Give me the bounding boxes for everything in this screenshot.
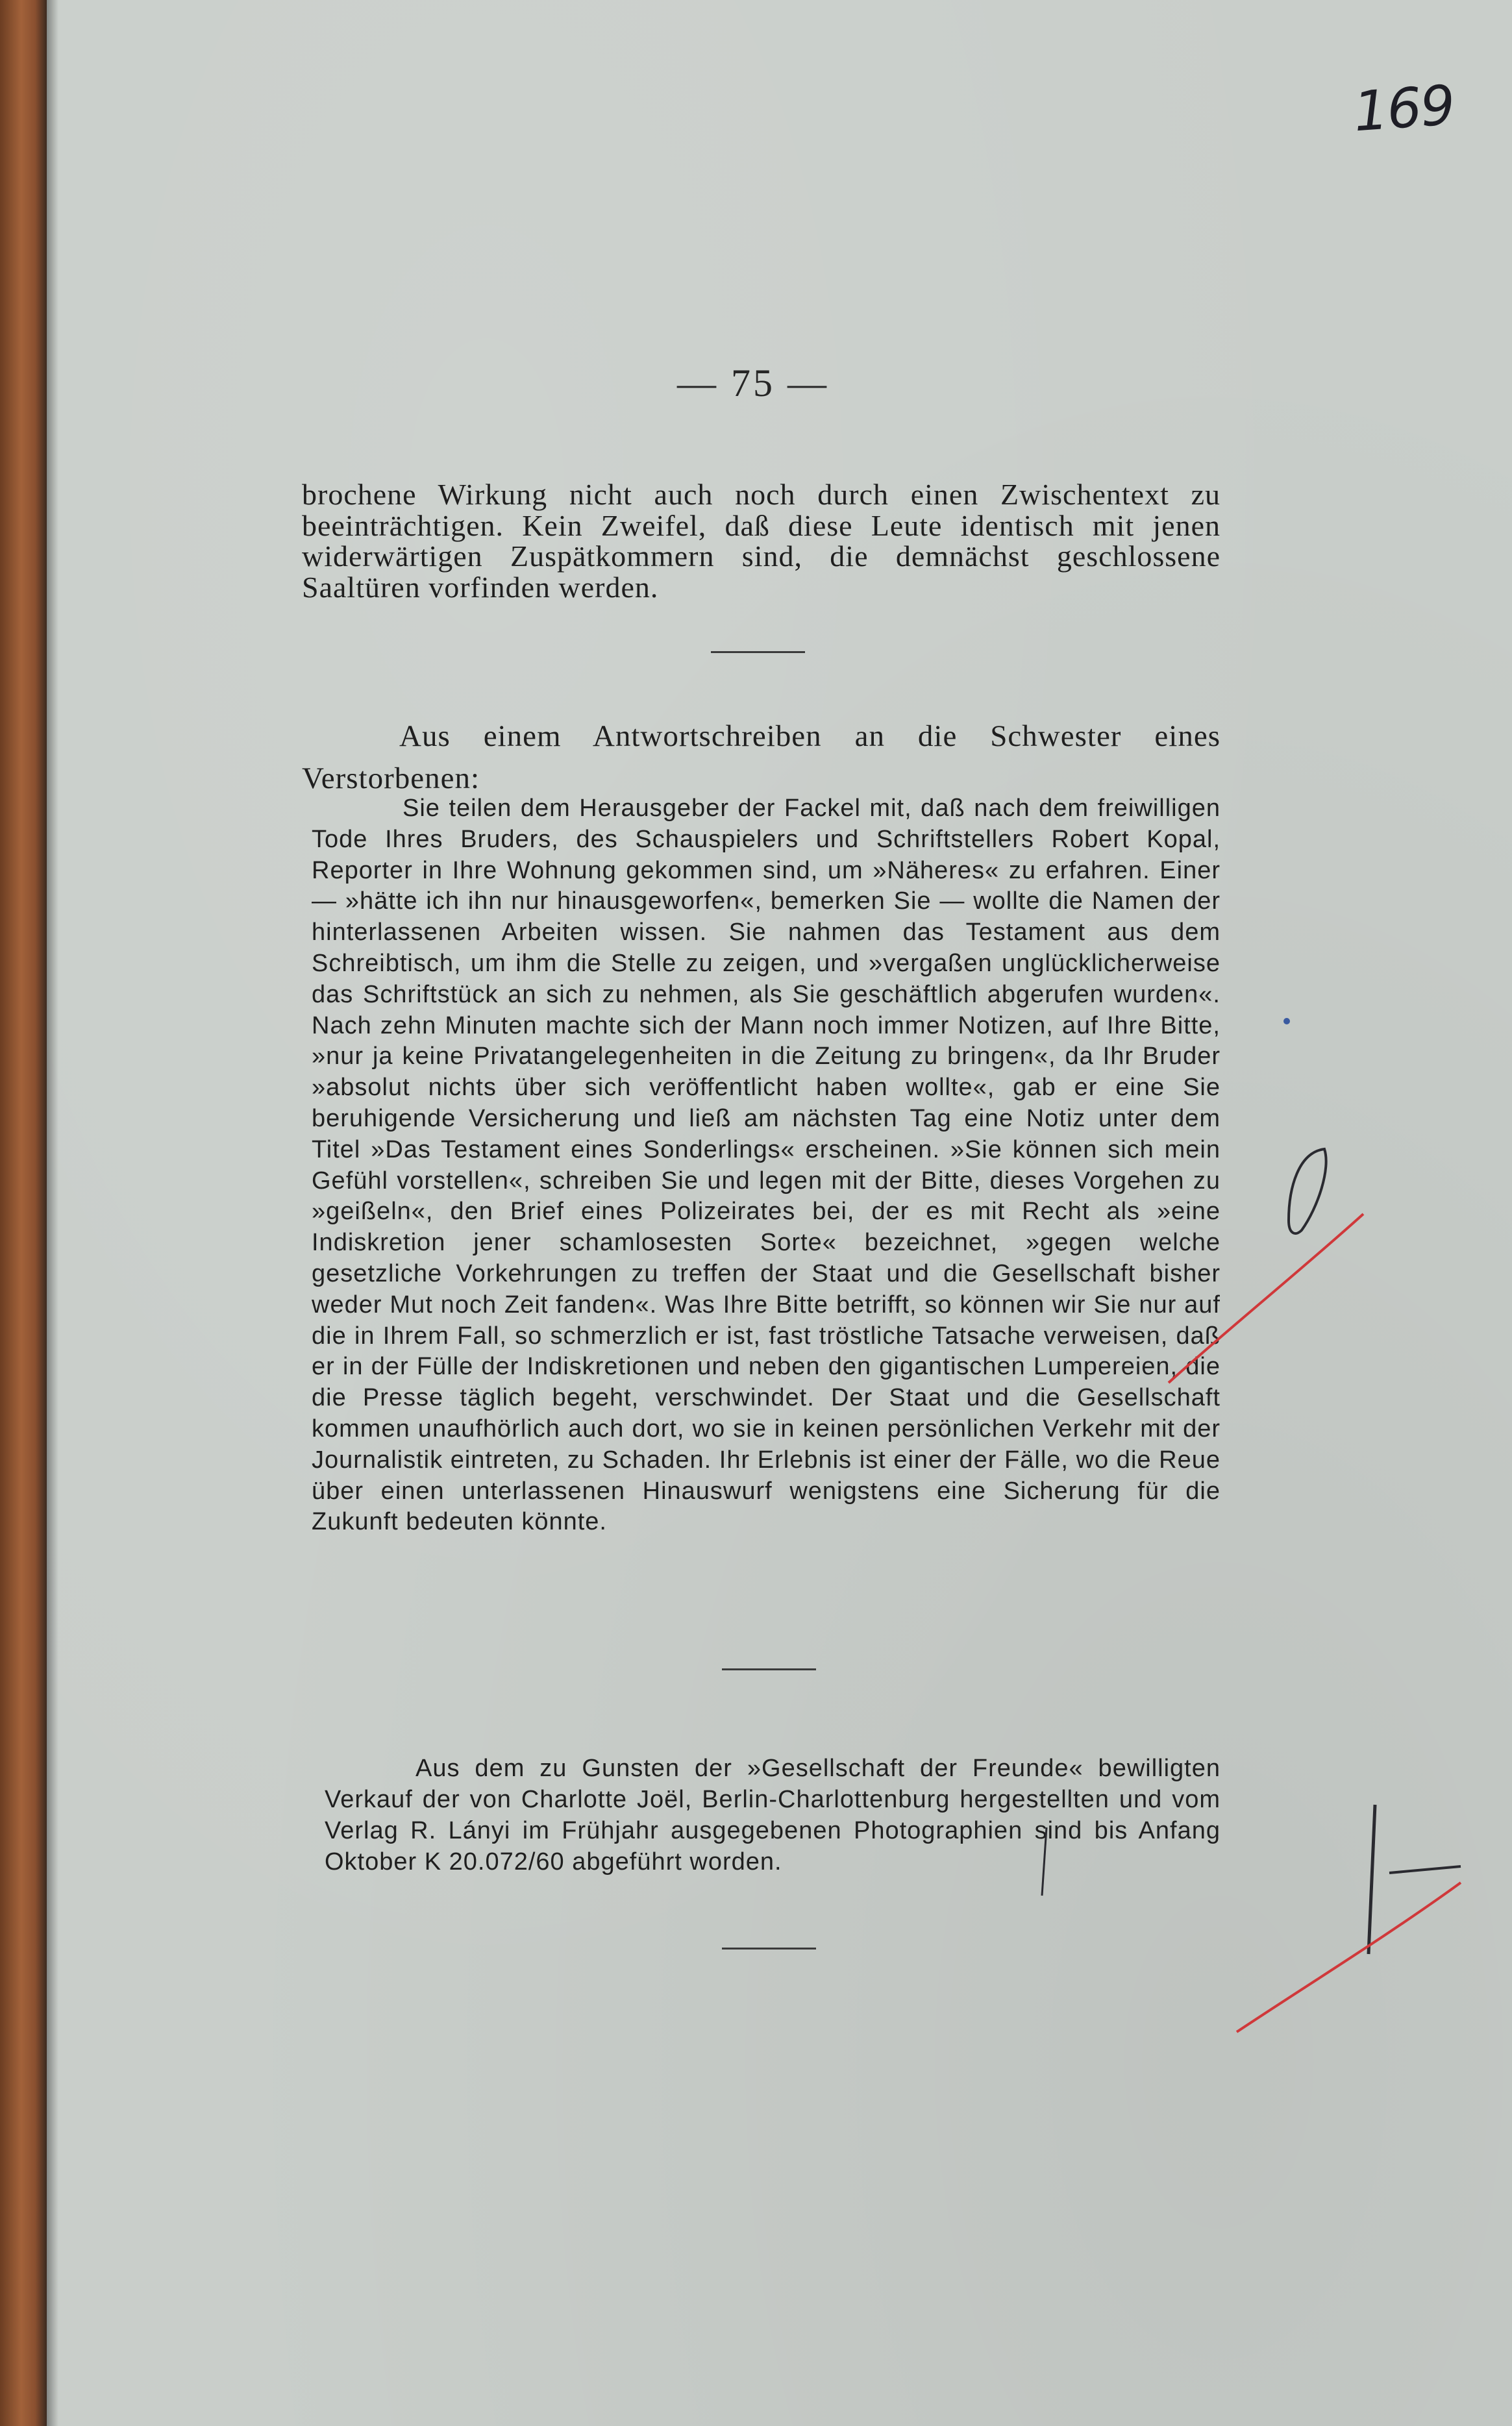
letter-body-paragraph: Sie teilen dem Herausgeber der Fackel mit, daß nach dem freiwilligen Tode Ihres Bruders, des Schauspielers und Schriftstellers Robert Kopal, Reporter in Ihre Wohnung gekommen sind, um »Näheres« zu erfahren. Einer — »hätte ich ihn nur hinausgeworfen«, bemerken Sie — wollte die Namen der hinterlassenen Arbeiten wissen. Sie nahmen das Testament aus dem Schreibtisch, um ihm die Stelle zu zeigen, und »vergaßen unglücklicherweise das Schriftstück an sich zu nehmen, als Sie geschäftlich abgerufen wurden«. Nach zehn Minuten machte sich der Mann noch immer Notizen, auf Ihre Bitte, »nur ja keine Privatangelegenheiten in die Zeitung zu bringen«, da Ihr Bruder »absolut nichts über sich veröffentlicht haben wollte«, gab er eine Sie beruhigende Versicherung und ließ am nächsten Tag eine Notiz unter dem Titel »Das Testament eines Sonderlings« erscheinen. »Sie können sich mein Gefühl vorstellen«, schreiben Sie und legen mit der Bitte, dieses Vorgehen zu »geißeln«, den Brief eines Polizeirates bei, der es mit Recht als »eine Indiskretion jener schamlosesten Sorte« bezeichnet, »gegen welche gesetzliche Vorkehrungen zu treffen der Staat und die Gesellschaft bisher weder Mut noch Zeit fanden«. Was Ihre Bitte betrifft, so können wir Sie nur auf die in Ihrem Fall, so schmerzlich er ist, fast tröstliche Tatsache verweisen, daß er in der Fülle der Indiskretionen und neben den gigantischen Lumpereien, die die Presse täglich begeht, verschwindet. Der Staat und die Gesellschaft kommen unaufhörlich auch dort, wo sie in keinen persönlichen Verkehr mit der Journalistik eintreten, zu Schaden. Ihr Erlebnis ist einer der Fälle, wo die Reue über einen unterlassenen Hinauswurf wenigstens eine Sicherung für die Zukunft bedeuten könnte. — [312, 795, 1221, 1536]
handwritten-folio-number: 169 — [1351, 73, 1456, 144]
notice-paragraph: Aus dem zu Gunsten der »Gesellschaft der Freunde« bewilligten Verkauf der von Charlotte Joël, Berlin-Charlottenburg hergestellten und vom Verlag R. Lányi im Frühjahr ausgegebenen Photographien sind bis Anfang Oktober K 20.072/60 abgeführt worden. — [325, 1755, 1221, 1875]
book-binding — [0, 0, 47, 2426]
section-divider — [722, 1668, 816, 1670]
section-heading — [302, 715, 1221, 800]
page-gutter-shadow — [47, 0, 58, 2426]
section-continuation-paragraph: brochene Wirkung nicht auch noch durch einen Zwischentext zu beeinträchtigen. Kein Zweifel, daß diese Leute identisch mit jenen widerwärtigen Zuspätkommern sind, die demnächst geschlossene Saaltüren vorfinden werden. — [302, 478, 1221, 604]
section-divider — [711, 651, 805, 653]
section-heading-text: Aus einem Antwortschreiben an die Schwester eines Verstorbenen: — [302, 719, 1221, 795]
page-number: — 75 — — [677, 362, 829, 404]
end-divider — [722, 1948, 816, 1949]
